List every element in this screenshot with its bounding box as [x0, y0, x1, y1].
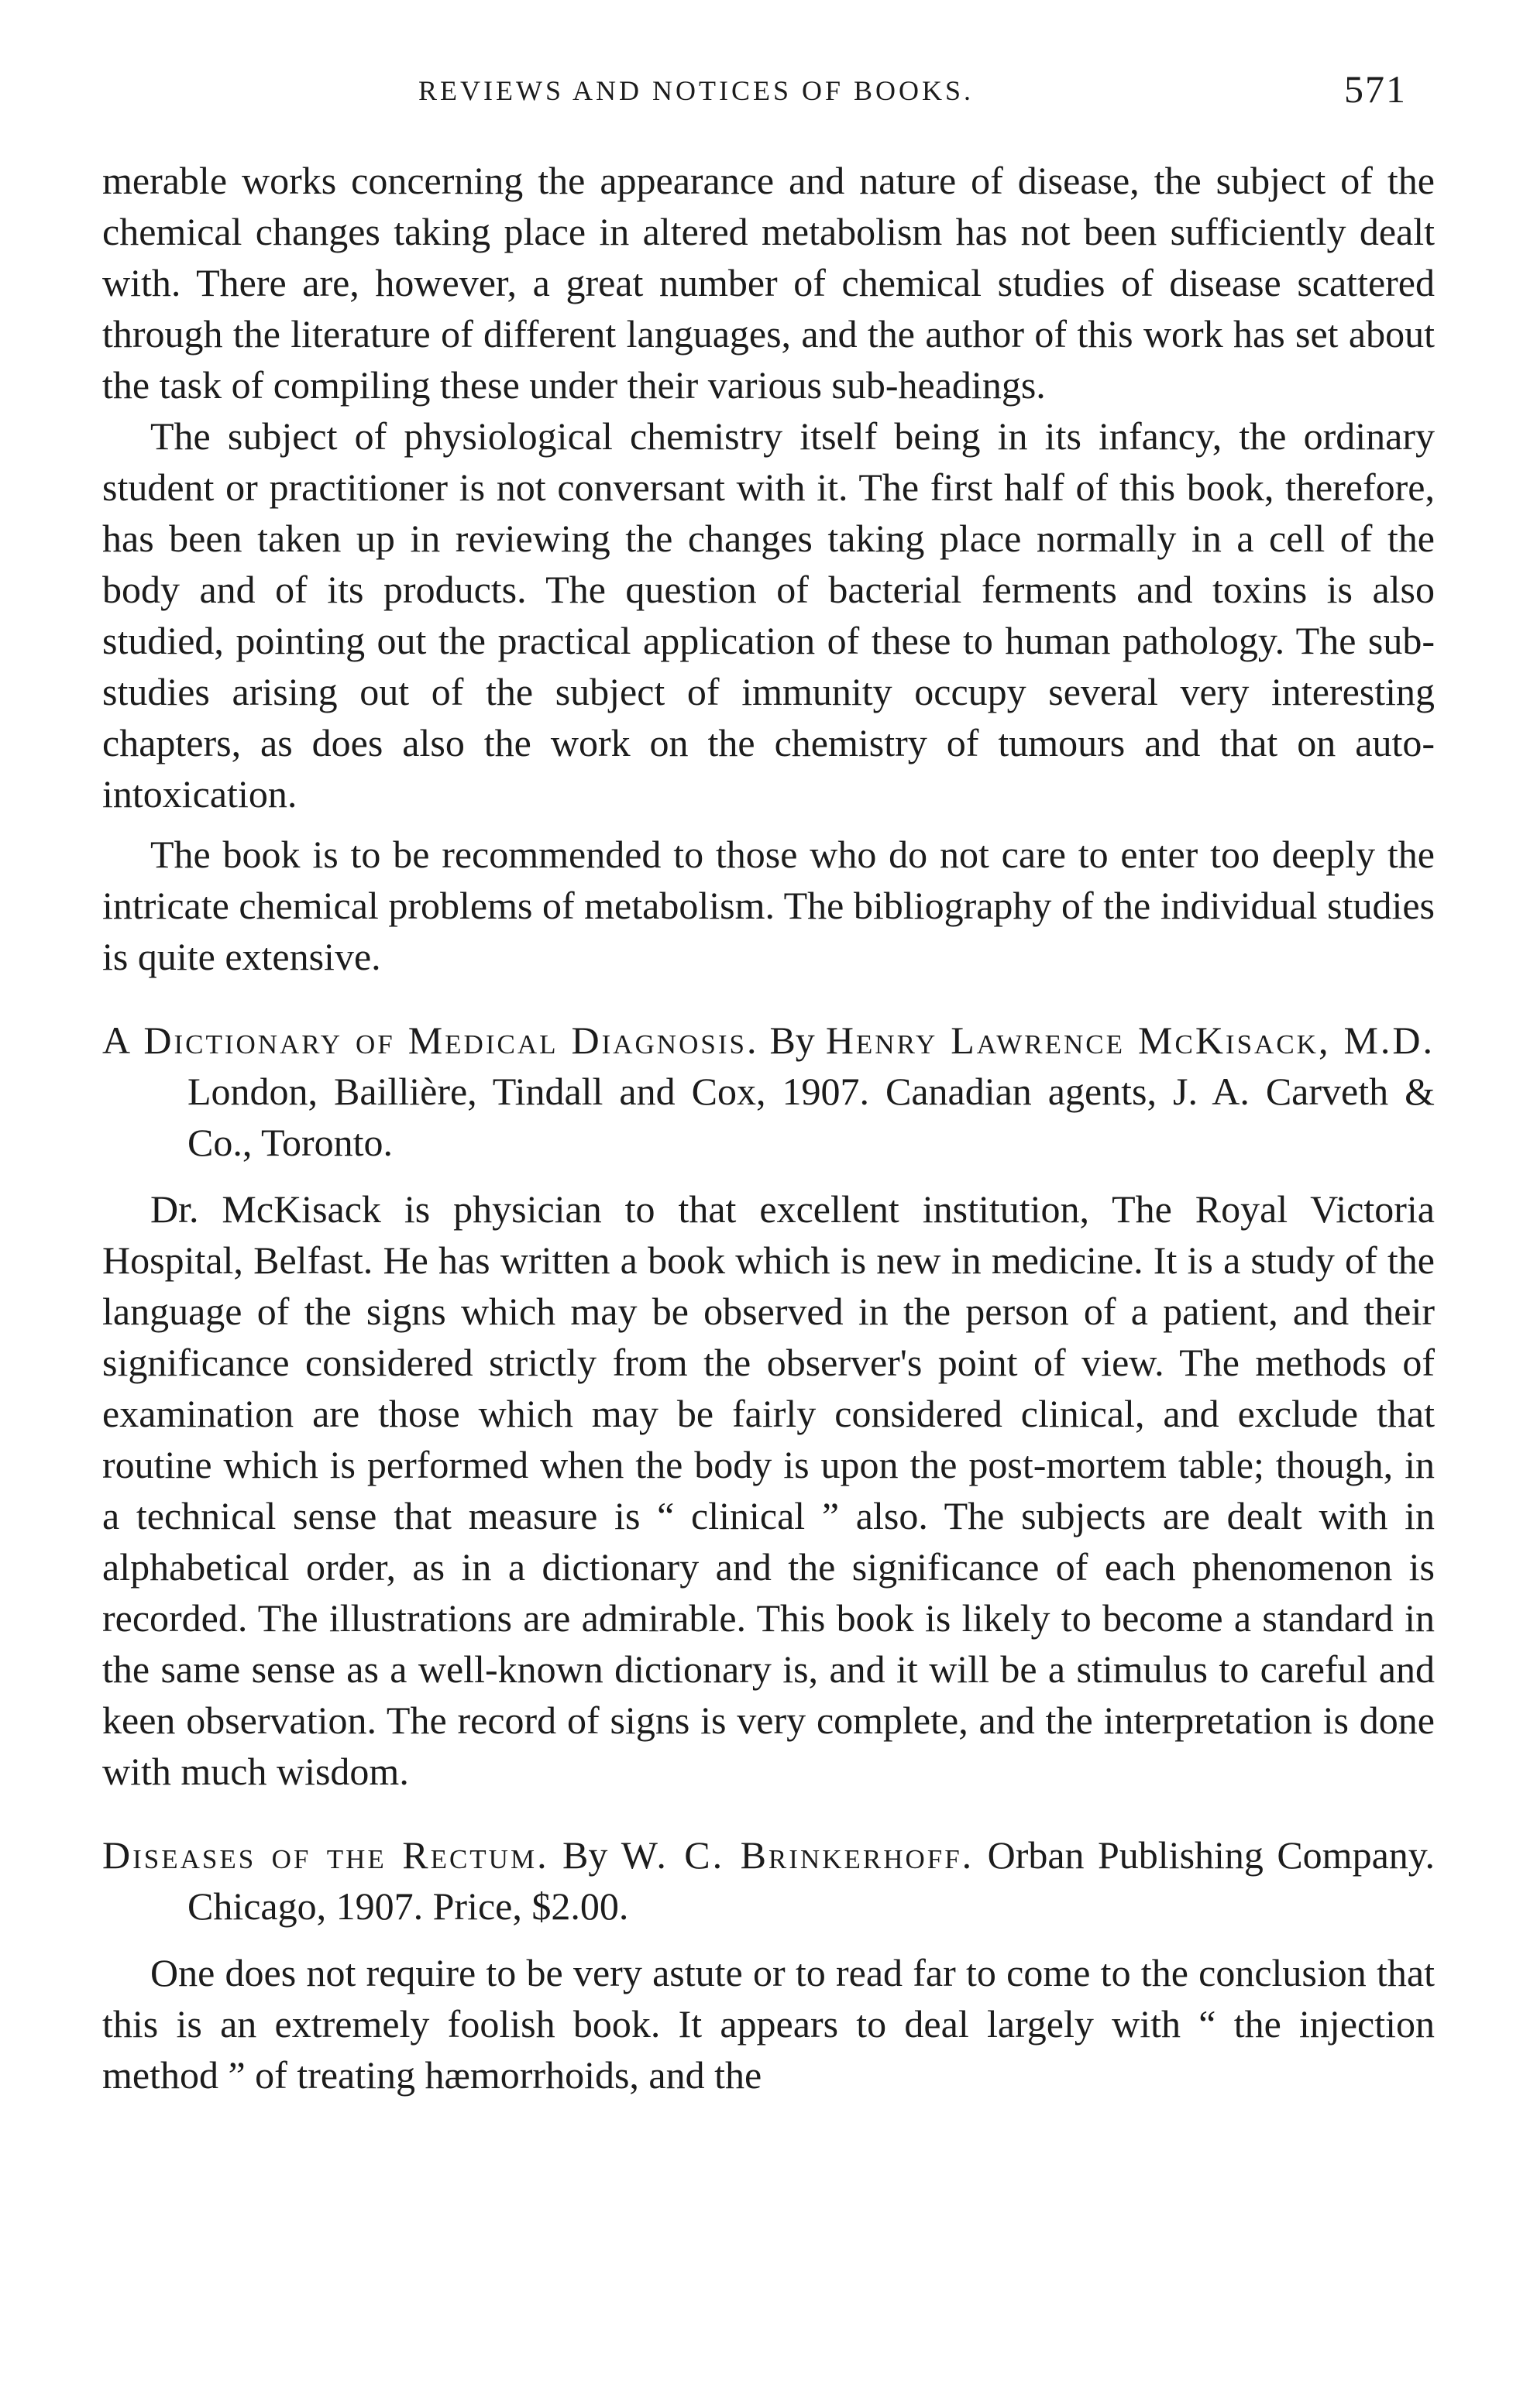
page-number: 571: [1344, 67, 1407, 111]
continuation-paragraph-1: merable works concerning the appearance and nature of disease, the subject of the chemical changes taking place in altered metabolism has not been sufficiently dealt with. There are, however, a great number of chemical studies of disease scattered through the literature of different languages, and the author of this work has set about the task of compiling these under their various sub-headings.: [102, 159, 1435, 407]
continuation-paragraph-2: The subject of physiological chemistry itself being in its infancy, the ordinary student or practitioner is not conversant with it. The first half of this book, therefore, has been taken up in reviewing the changes taking place normally in a cell of the body and of its products. The question of bacterial ferments and toxins is also studied, pointing out the practical application of these to human pathology. The sub-studies arising out of the subject of immunity occupy several very interesting chapters, as does also the work on the chemistry of tumours and that on auto-intoxication.: [102, 414, 1435, 816]
review-body-rectum: One does not require to be very astute or to read far to come to the conclusion that this is an extremely foolish book. It appears to deal largely with “ the injection method ” of treating hæmorrhoids, and the: [102, 1951, 1435, 2097]
review-by: By: [769, 1019, 815, 1062]
review-heading-dictionary: [102, 1015, 1435, 1168]
review-publisher: Orban Publishing Company. Chicago, 1907. Price, $2.00.: [187, 1833, 1436, 1928]
continuation-paragraph-3: The book is to be recommended to those who do not care to enter too deeply the intricate chemical problems of metabolism. The bibliography of the individual studies is quite extensive.: [102, 833, 1435, 978]
review-author: W. C. Brinkerhoff.: [621, 1833, 975, 1877]
review-publisher: London, Baillière, Tindall and Cox, 1907. Canadian agents, J. A. Carveth & Co., Toronto.: [187, 1070, 1435, 1164]
review-body-dictionary: Dr. McKisack is physician to that excellent institution, The Royal Victoria Hospital, Belfast. He has written a book which is new in medicine. It is a study of the language of the signs which may be observed in the person of a patient, and their significance considered strictly from the observer's point of view. The methods of examination are those which may be fairly considered clinical, and exclude that routine which is performed when the body is upon the post-mortem table; though, in a technical sense that measure is “ clinical ” also. The subjects are dealt with in alphabetical order, as in a dictionary and the significance of each phenomenon is recorded. The illustrations are admirable. This book is likely to become a standard in the same sense as a well-known dictionary is, and it will be a stimulus to careful and keen observation. The record of signs is very complete, and the interpretation is done with much wisdom.: [102, 1187, 1435, 1793]
review-title: Diseases of the Rectum.: [102, 1833, 549, 1877]
review-by: By: [562, 1833, 608, 1877]
review-heading-rectum: [102, 1829, 1435, 1932]
body-text: [102, 155, 1435, 2101]
review-title: A Dictionary of Medical Diagnosis.: [102, 1019, 759, 1062]
review-author: Henry Lawrence McKisack, M.D.: [825, 1019, 1436, 1062]
running-head: REVIEWS AND NOTICES OF BOOKS.: [418, 75, 975, 106]
